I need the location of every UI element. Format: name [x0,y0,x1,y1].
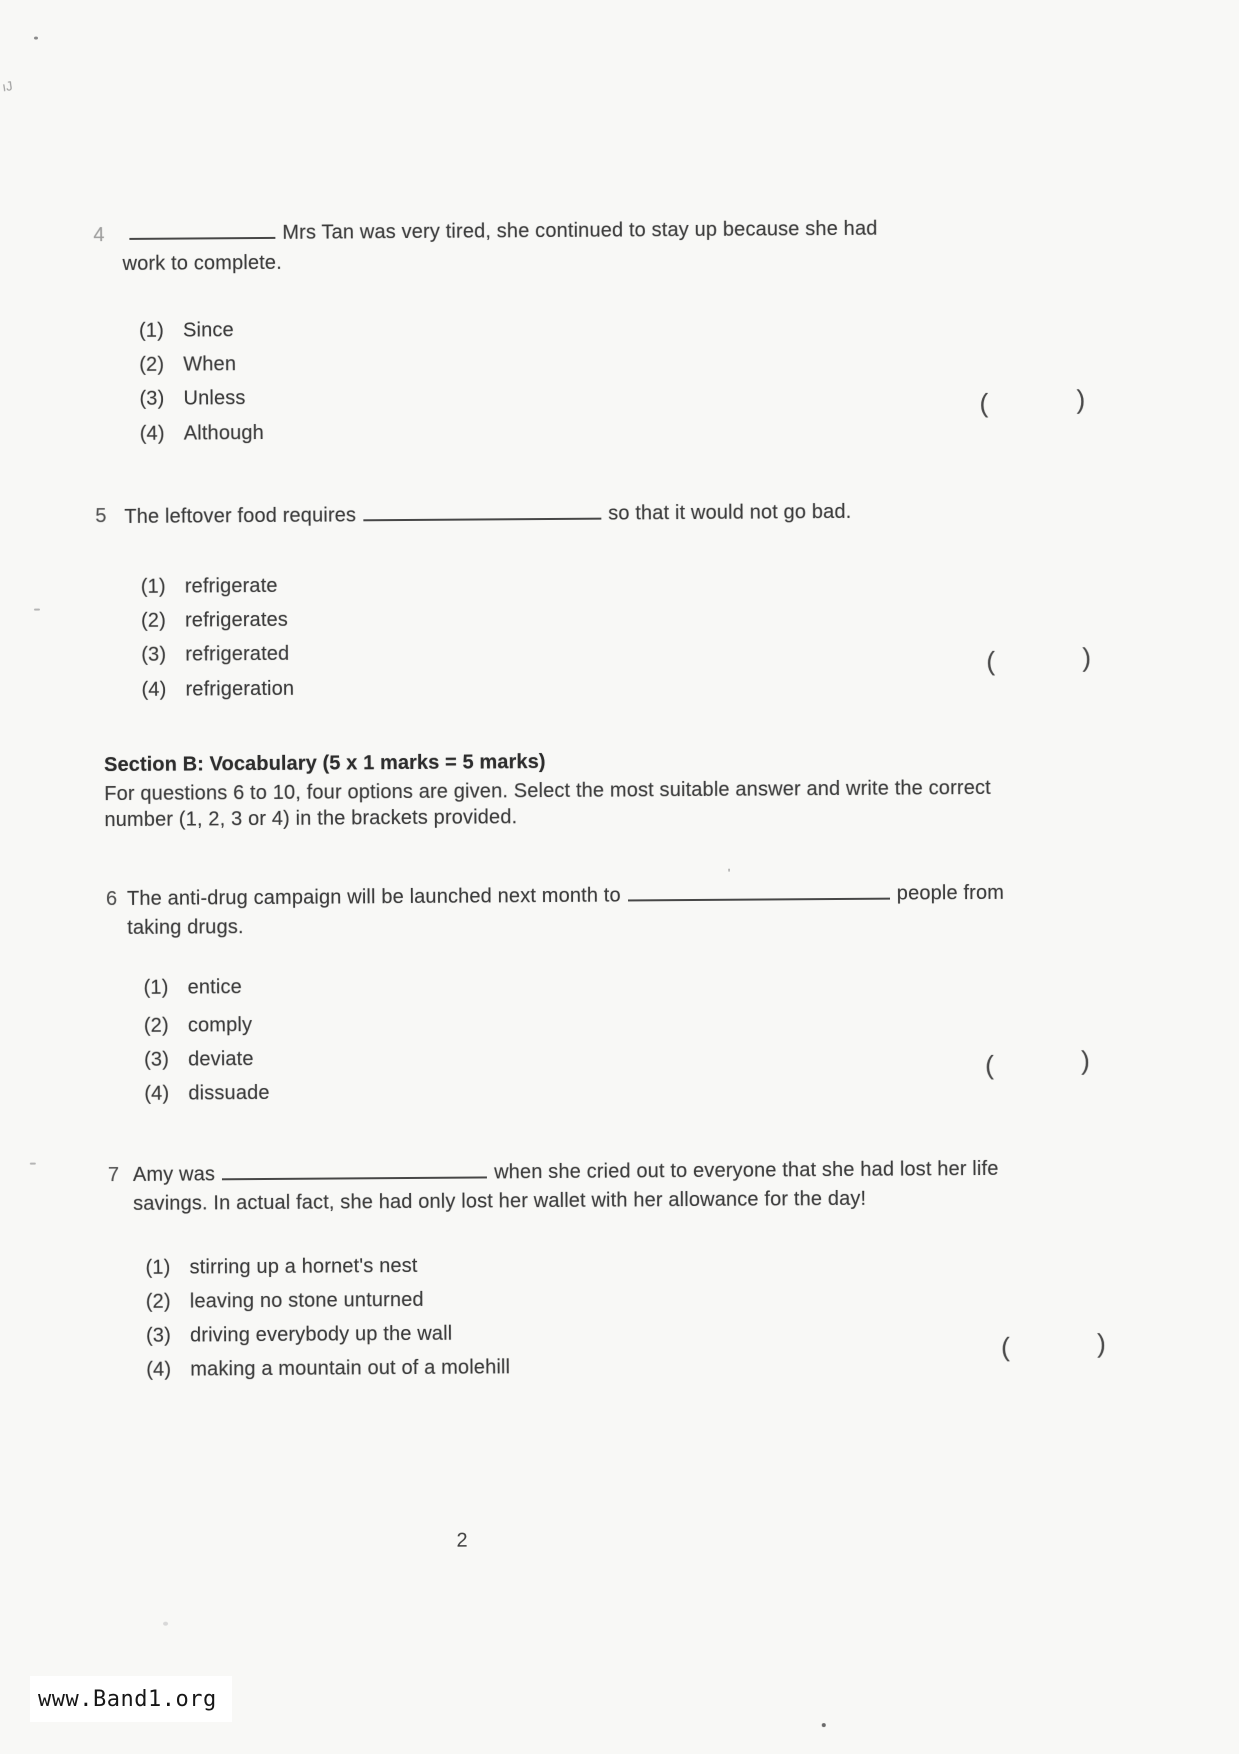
answer-blank [129,218,275,240]
section-instructions-line1: For questions 6 to 10, four options are given. Select the most suitable answer and write the correct [104,776,991,806]
question-number: 6 [105,888,118,911]
option-row [144,974,242,1001]
option-row [141,573,278,600]
pen-mark-artifact: ıJ [1,78,14,95]
question-stem-line2: savings. In actual fact, she had only lost her wallet with her allowance for the day! [133,1187,867,1215]
option-label: refrigerates [184,608,289,632]
answer-bracket-open: ( [1001,1331,1010,1362]
answer-blank [628,879,890,902]
question-stem-line1 [133,1154,999,1188]
option-number: (2) [145,1290,171,1313]
option-label: Unless [183,387,246,410]
stem-text-before-blank: The anti-drug campaign will be launched next month to [126,884,621,910]
option-number: (2) [139,353,165,376]
scan-artifact [163,1622,168,1626]
option-number: (1) [143,976,169,999]
stem-text-after-blank: when she cried out to everyone that she had lost her life [494,1157,999,1184]
option-number: (3) [145,1324,172,1347]
option-row [145,1253,417,1281]
answer-blank [222,1157,487,1180]
page-number: 2 [456,1529,468,1552]
watermark [30,1676,232,1722]
option-label: making a mountain out of a molehill [190,1356,511,1381]
answer-bracket-close: ) [1081,1045,1090,1076]
option-label: Although [183,421,264,445]
option-row [141,676,294,703]
question-stem-line2: taking drugs. [127,916,244,939]
option-number: (1) [145,1256,171,1279]
question-number: 5 [95,505,107,528]
answer-bracket-open: ( [979,387,989,418]
option-row [139,385,245,412]
answer-blank [363,499,601,522]
option-row [144,1080,269,1107]
scan-artifact [34,37,38,40]
option-row [141,607,288,634]
question-number: 7 [107,1164,120,1187]
answer-bracket-open: ( [986,645,996,676]
option-label: driving everybody up the wall [189,1322,453,1347]
section-heading: Section B: Vocabulary (5 x 1 marks = 5 marks) [103,751,546,777]
option-label: leaving no stone unturned [189,1288,424,1313]
option-label: refrigeration [185,677,295,701]
option-label: entice [187,976,242,999]
scan-artifact [34,609,40,611]
stem-text-after-blank: people from [896,881,1005,905]
stem-text-after-blank: Mrs Tan was very tired, she continued to stay up because she had [282,217,878,244]
question-stem-line2: work to complete. [122,251,282,275]
scan-artifact: ' [727,865,731,881]
option-number: (4) [146,1358,172,1381]
option-number: (3) [141,643,167,666]
option-label: comply [187,1014,253,1037]
option-label: Since [182,319,234,342]
answer-bracket-close: ) [1076,384,1086,415]
option-number: (2) [143,1014,169,1037]
stem-text-after-blank: so that it would not go bad. [608,500,852,525]
scan-artifact [822,1723,826,1727]
watermark-text: www.Band1.org [38,1686,217,1712]
option-row [144,1046,254,1073]
stem-text-before-blank: Amy was [132,1163,216,1186]
option-row [141,641,289,668]
option-number: (2) [140,609,167,632]
question-stem-line1 [124,497,851,530]
option-row [144,1012,252,1039]
option-row [146,1354,510,1383]
option-label: refrigerate [184,574,278,598]
option-number: (1) [140,575,166,598]
question-number: 4 [93,224,105,247]
question-stem-line1 [122,214,877,247]
option-row [146,1287,424,1315]
option-row [146,1321,452,1349]
option-number: (4) [144,1082,170,1105]
option-row [139,317,234,344]
option-label: When [183,353,237,376]
option-row [140,420,264,447]
answer-bracket-open: ( [985,1049,994,1080]
option-number: (4) [141,678,167,701]
option-label: stirring up a hornet's nest [189,1254,418,1279]
option-label: refrigerated [185,642,290,666]
stem-text-before-blank: The leftover food requires [124,504,357,528]
option-number: (3) [144,1048,170,1071]
section-instructions-line2: number (1, 2, 3 or 4) in the brackets provided. [104,806,518,832]
option-row [139,351,236,378]
answer-bracket-close: ) [1082,642,1092,673]
option-number: (3) [139,387,165,410]
question-stem-line1 [127,878,1004,912]
option-number: (4) [139,422,165,445]
answer-bracket-close: ) [1097,1328,1106,1359]
scan-artifact [30,1163,36,1165]
option-label: deviate [188,1048,254,1071]
option-number: (1) [138,319,165,342]
option-label: dissuade [188,1081,270,1105]
